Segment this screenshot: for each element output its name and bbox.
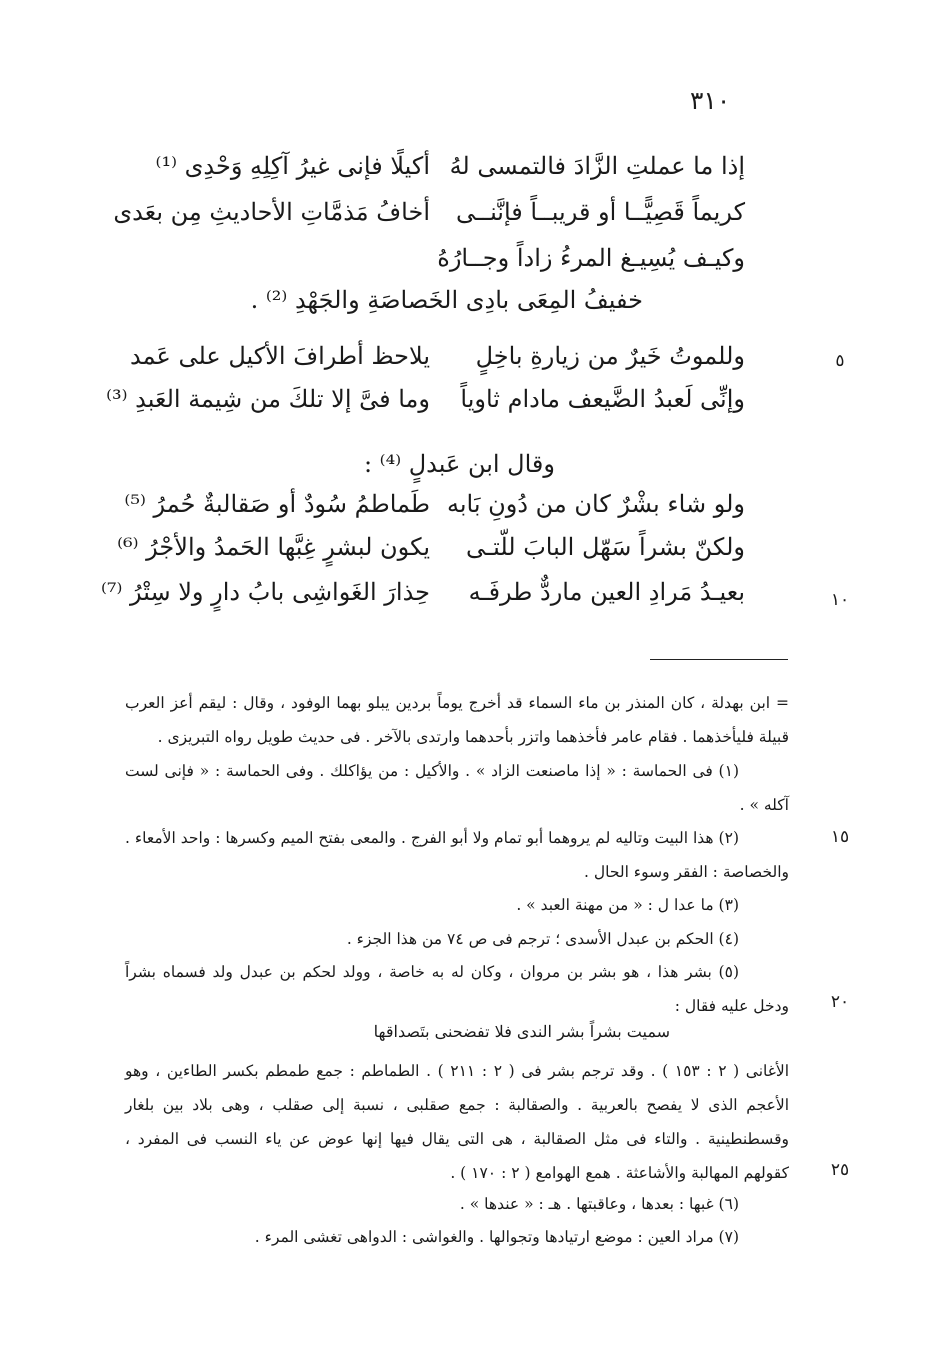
footnote-3: (٣) ما عدا ل : « من مهنة العبد » . — [516, 896, 739, 914]
verse-1-hemistich-1: إذا ما عملتِ الزَّادَ فالتمسى لهُ — [449, 152, 745, 180]
footnote-5-continued: الأغانى ( ٢ : ١٥٣ ) . وقد ترجم بشر فى ( ٢ : ٢١١ ) . الطماطم : جمع طمطم بكسر الطاءين ، وهو الأعجم الذى لا يفصح بالعربية . والصقالبة : جمع صقلبى ، نسبة إلى صقلب ، وهى بلاد بين بلغار وقسطنطينية . والتاء فى مثل الصقالبة ، هى التى يقال فيها إنها عوض عن ياء النسب فى المفرد ، كقولهم المهالبة والأشاعثة . همع الهوامع ( ٢ : ١٧٠ ) . — [125, 1062, 790, 1182]
line-number-15: ١٥ — [830, 827, 850, 847]
verse-1-hemistich-2: أكيلًا فإنى غيرُ آكِلِهِ وَحْدِى ⁽¹⁾ — [155, 152, 430, 180]
page-number: ٣١٠ — [690, 86, 731, 115]
quoted-verse: سميت بشراً بشر الندى فلا تفضحنى بتَصداقها — [373, 1022, 670, 1041]
verse-5-hemistich-1: وللموتُ خَيرٌ من زيارةِ باخِلٍ — [475, 342, 745, 370]
verse-8-hemistich-1: ولكنّ بشراً سَهّل البابَ للّتـى — [466, 533, 745, 561]
verse-5-hemistich-2: يلاحظ أطرافَ الأكيل على عَمد — [130, 342, 430, 370]
footnote-2: (٢) هذا البيت وتاليه لم يروهما أبو تمام ولا أبو الفرج . والمعى بفتح الميم وكسرها : واحد الأمعاء . والخصاصة : الفقر وسوء الحال . — [125, 829, 789, 881]
verse-2-hemistich-1: كريماً قَصِيًّــا أو قريبــاً فإنَّنــى — [456, 198, 745, 226]
verse-6-hemistich-1: وإنِّى لَعبدُ الضَّيعف مادام ثاوياً — [460, 385, 745, 413]
line-number-5: ٥ — [835, 351, 845, 371]
footnote-separator — [650, 659, 788, 660]
line-number-25: ٢٥ — [830, 1160, 850, 1180]
footnote-7: (٧) مراد العين : موضع ارتيادها وتجوالها . والغواشى : الدواهى تغشى المرء . — [254, 1228, 739, 1246]
line-number-10: ١٠ — [830, 590, 850, 610]
verse-8-hemistich-2: يكون لبشرٍ غِبَّها الحَمدُ والأجْرُ ⁽⁶⁾ — [117, 533, 430, 561]
line-number-20: ٢٠ — [830, 992, 850, 1012]
verse-7-hemistich-1: ولو شاء بشْرٌ كان من دُونِ بَابه — [446, 490, 745, 518]
verse-2-hemistich-2: أخافُ مَذمَّاتِ الأحاديثِ مِن بعَدى — [113, 198, 430, 226]
footnote-6: (٦) غبها : بعدها ، وعاقبتها . هـ : « عندها » . — [459, 1195, 739, 1213]
verse-9-hemistich-1: بعيـدُ مَرادِ العين ماردٌّ طرفَـه — [468, 578, 745, 606]
footnote-1: (١) فى الحماسة : « إذا ماصنعت الزاد » . والأكيل : من يؤاكلك . وفى الحماسة : « فإنى لست آكله » . — [125, 762, 789, 814]
verse-7-hemistich-2: طَماطمُ سُودٌ أو صَقالبةٌ حُمرُ ⁽⁵⁾ — [124, 490, 430, 518]
verse-6-hemistich-2: وما فىَّ إلا تلكَ من شِيمة العَبدِ ⁽³⁾ — [106, 385, 430, 413]
verse-attribution: وقال ابن عَبدلٍ ⁽⁴⁾ : — [363, 450, 555, 478]
verse-9-hemistich-2: حِذارَ الغَواشِى بابُ دارٍ ولا سِتْرُ ⁽⁷⁾ — [100, 578, 430, 606]
verse-4-hemistich-2: خفيفُ المِعَى بادِى الخَصاصَةِ والجَهْدِ ⁽²⁾ . — [250, 286, 643, 314]
footnote-4: (٤) الحكم بن عبدل الأسدى ؛ ترجم فى ص ٧٤ من هذا الجزء . — [346, 930, 739, 948]
footnote-5: (٥) بشر هذا ، هو بشر بن مروان ، وكان له به خاصة ، وولد لحكم بن عبدل ولد فسماه بشراً ودخل عليه فقال : — [125, 963, 789, 1015]
verse-3-hemistich-1: وكيـف يُسِيـغ المرءُ زاداً وجــارُهُ — [437, 244, 745, 272]
footnote-continuation: = ابن بهدلة ، كان المنذر بن ماء السماء قد أخرج يوماً بردين يبلو بهما الوفود ، وقال : ليقم أعز العرب قبيلة فليأخذهما . فقام عامر فأخذهما واتزر بأحدهما وارتدى بالآخر . فى حديث طويل رواه التبريزى . — [125, 694, 789, 746]
